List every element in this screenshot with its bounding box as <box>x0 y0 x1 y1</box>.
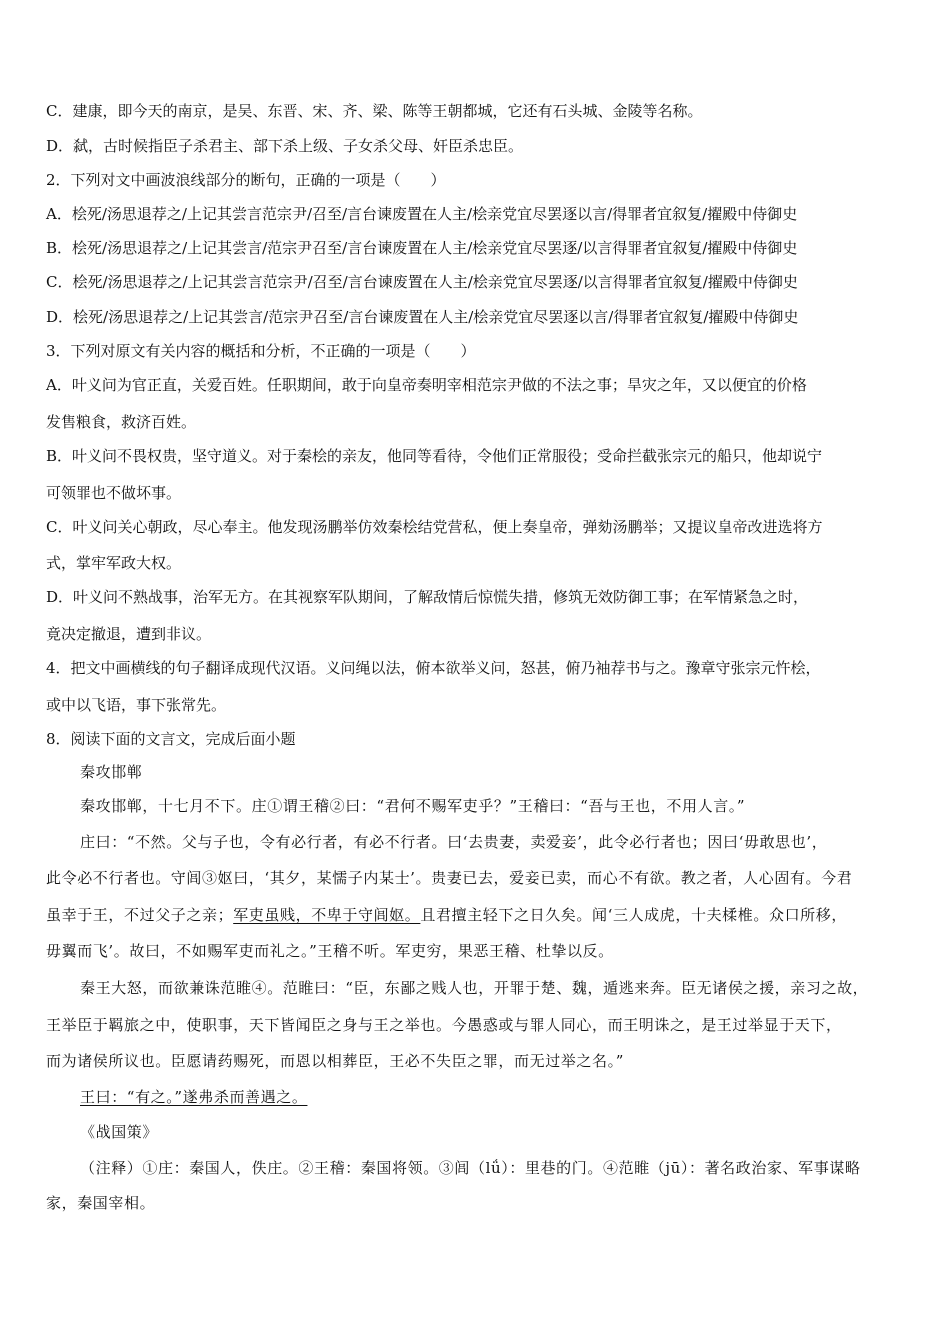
passage-paragraph-2-line-3 <box>46 905 916 925</box>
passage-notes: （注释）①庄：秦国人，佚庄。②王稽：秦国将领。③闾（lǘ）：里巷的门。④范睢（jū）：著名政治家、军事谋略 <box>80 1159 861 1177</box>
question-3-option-d-cont: 竟决定撤退，遭到非议。 <box>46 625 212 643</box>
passage-paragraph-2: 庄曰：“不然。父与子也，令有必行者，有必不行者。曰‘去贵妻，卖爱妾’，此令必行者也；因曰‘毋敢思也’， <box>80 833 828 851</box>
question-3-option-d: D．叶义问不熟战事，治军无方。在其视察军队期间，了解敌情后惊慌失措，修筑无效防御工事；在军情紧急之时， <box>46 588 809 606</box>
question-3-option-b-cont: 可领罪也不做坏事。 <box>46 484 182 502</box>
passage-paragraph-3-line-3: 而为诸侯所议也。臣愿请药赐死，而恩以相葬臣，王必不失臣之罪，而无过举之名。” <box>46 1052 624 1070</box>
passage-paragraph-4: 王曰：“有之。”遂弗杀而善遇之。 <box>80 1088 308 1106</box>
passage-paragraph-3: 秦王大怒，而欲兼诛范睢④。范睢曰：“臣，东鄙之贱人也，开罪于楚、魏，遁逃来奔。臣无诸侯之援，亲习之故， <box>80 979 869 997</box>
passage-text-segment: 虽幸于王，不过父子之亲； <box>46 906 234 924</box>
passage-source: 《战国策》 <box>80 1123 159 1141</box>
passage-text-segment: 且君擅主轻下之日久矣。闻‘三人成虎，十夫楺椎。众口所移， <box>420 906 847 924</box>
question-4-text: 4．把文中画横线的句子翻译成现代汉语。义问绳以法，俯本欲举义问，怒甚，俯乃袖荐书与之。豫章守张宗元忤桧， <box>46 659 821 677</box>
passage-paragraph-2-line-4: 毋翼而飞’。故曰，不如赐军吏而礼之。”王稽不听。军吏穷，果恶王稽、杜挚以反。 <box>46 942 614 960</box>
question-3-option-c: C．叶义问关心朝政，尽心奉主。他发现汤鹏举仿效秦桧结党营私，便上奏皇帝，弹劾汤鹏举；又提议皇帝改进选将方 <box>46 518 823 536</box>
passage-paragraph-1: 秦攻邯郸，十七月不下。庄①谓王稽②曰：“君何不赐军吏乎？”王稽曰：“吾与王也，不用人言。” <box>80 797 746 815</box>
question-4-text-cont: 或中以飞语，事下张常先。 <box>46 696 227 714</box>
underlined-sentence: 军吏虽贱，不卑于守闾妪。 <box>233 906 421 924</box>
option-d-prev: D．弑，古时候指臣子杀君主、部下杀上级、子女杀父母、奸臣杀忠臣。 <box>46 137 524 155</box>
question-3-stem: 3．下列对原文有关内容的概括和分析，不正确的一项是（ ） <box>46 342 476 360</box>
question-2-option-c: C．桧死/汤思退荐之/上记其尝言范宗尹/召至/言台谏废置在人主/桧亲党宜尽罢逐/以言得罪者宜叙复/擢殿中侍御史 <box>46 273 798 291</box>
question-2-stem: 2．下列对文中画波浪线部分的断句，正确的一项是（ ） <box>46 171 446 189</box>
question-3-option-a-cont: 发售粮食，救济百姓。 <box>46 413 197 431</box>
passage-paragraph-3-line-2: 王举臣于羁旅之中，使职事，天下皆闻臣之身与王之举也。今愚惑或与罪人同心，而王明诛之，是王过举显于天下， <box>46 1016 842 1034</box>
question-2-option-b: B．桧死/汤思退荐之/上记其尝言/范宗尹召至/言台谏废置在人主/桧亲党宜尽罢逐/以言得罪者宜叙复/擢殿中侍御史 <box>46 239 798 257</box>
question-3-option-b: B．叶义问不畏权贵，坚守道义。对于秦桧的亲友，他同等看待，令他们正常服役；受命拦截张宗元的船只，他却说宁 <box>46 447 823 465</box>
question-3-option-a: A．叶义问为官正直，关爱百姓。任职期间，敢于向皇帝奏明宰相范宗尹做的不法之事；旱灾之年，又以便宜的价格 <box>46 376 807 394</box>
question-2-option-d: D．桧死/汤思退荐之/上记其尝言/范宗尹召至/言台谏废置在人主/桧亲党宜尽罢逐以言/得罪者宜叙复/擢殿中侍御史 <box>46 308 799 326</box>
passage-paragraph-4-wrap <box>80 1087 916 1107</box>
question-3-option-c-cont: 式，掌牢军政大权。 <box>46 554 182 572</box>
question-8-stem: 8．阅读下面的文言文，完成后面小题 <box>46 730 296 748</box>
passage-notes-cont: 家，秦国宰相。 <box>46 1194 156 1212</box>
option-c-prev: C．建康，即今天的南京，是吴、东晋、宋、齐、梁、陈等王朝都城，它还有石头城、金陵等名称。 <box>46 102 703 120</box>
passage-paragraph-2-line-2: 此令必不行者也。守闾③妪曰，‘其夕，某懦子内某士’。贵妻已去，爱妾已卖，而心不有欲。教之者，人心固有。今君 <box>46 869 853 887</box>
question-2-option-a: A．桧死/汤思退荐之/上记其尝言范宗尹/召至/言台谏废置在人主/桧亲党宜尽罢逐以言/得罪者宜叙复/擢殿中侍御史 <box>46 205 798 223</box>
passage-title: 秦攻邯郸 <box>80 763 143 781</box>
